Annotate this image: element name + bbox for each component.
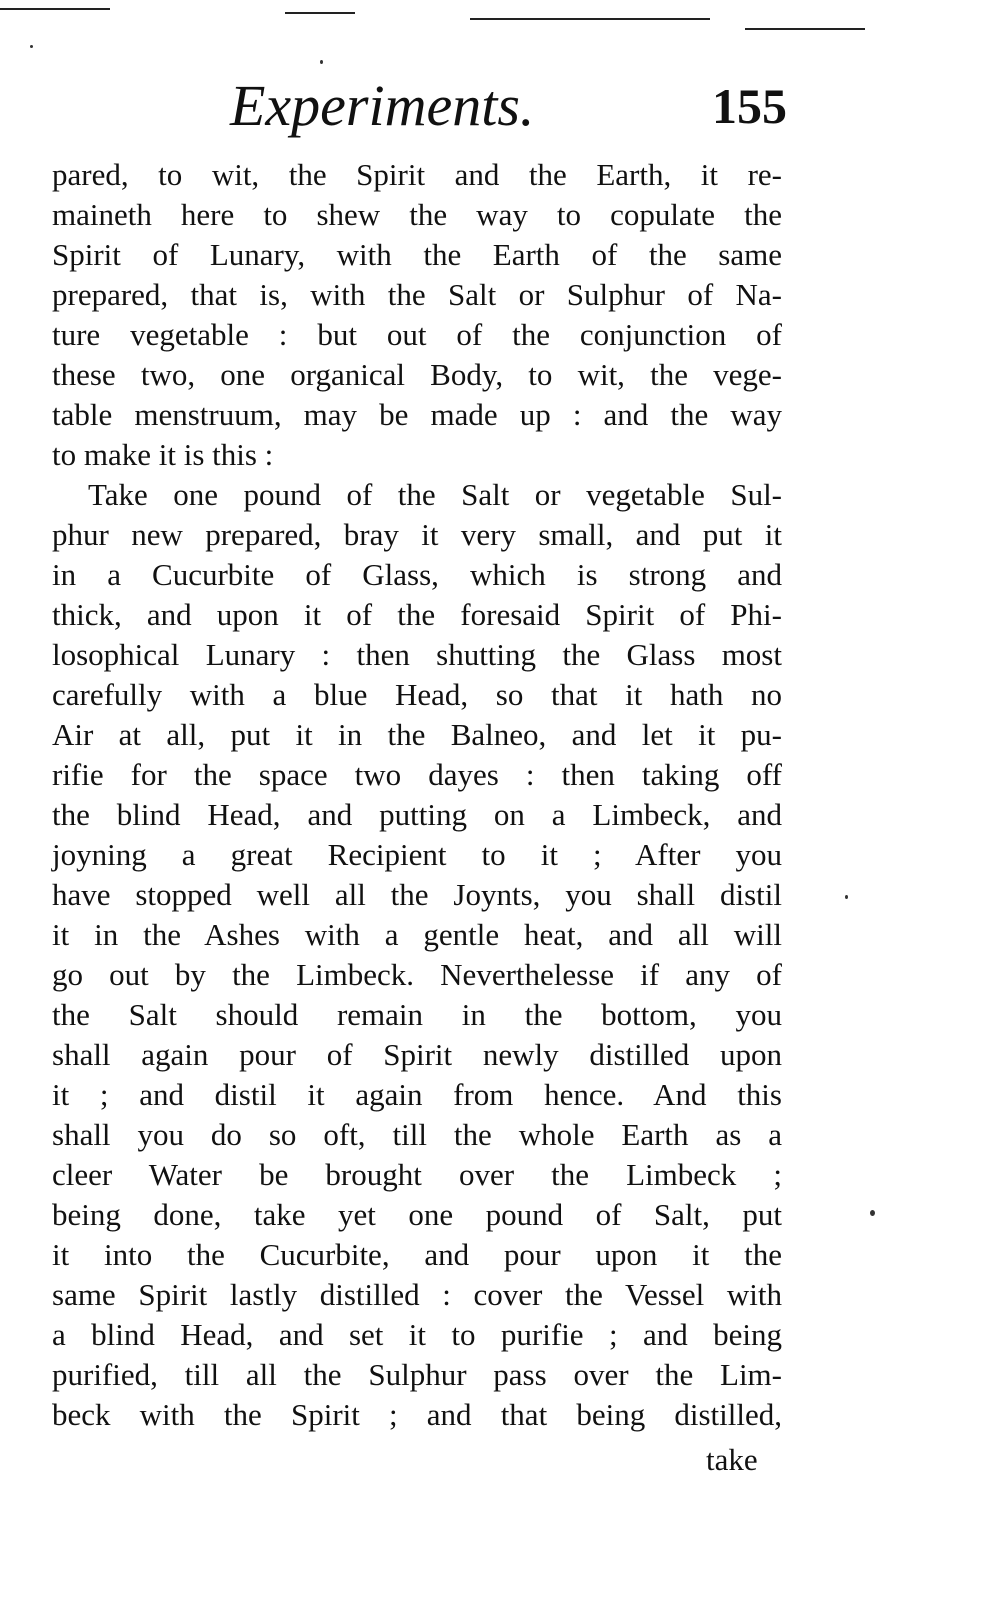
text-line: losophical Lunary : then shutting the Glass most <box>52 637 782 672</box>
text-line: joyning a great Recipient to it ; After you <box>52 837 782 872</box>
margin-speck <box>845 895 848 899</box>
top-rule-left <box>0 8 110 10</box>
text-line: it ; and distil it again from hence. And this <box>52 1077 782 1112</box>
text-line: in a Cucurbite of Glass, which is strong and <box>52 557 782 592</box>
text-line: the Salt should remain in the bottom, you <box>52 997 782 1032</box>
text-line: these two, one organical Body, to wit, the vege- <box>52 357 782 392</box>
margin-speck <box>870 1210 875 1216</box>
body-text <box>52 155 782 1435</box>
text-line: prepared, that is, with the Salt or Sulphur of Na- <box>52 277 782 312</box>
text-line: have stopped well all the Joynts, you shall distil <box>52 877 782 912</box>
text-line: carefully with a blue Head, so that it hath no <box>52 677 782 712</box>
text-line: thick, and upon it of the foresaid Spirit of Phi- <box>52 597 782 632</box>
text-line: Take one pound of the Salt or vegetable Sul- <box>88 477 782 512</box>
top-rule-right <box>470 18 710 20</box>
margin-speck <box>320 60 323 64</box>
text-line: Spirit of Lunary, with the Earth of the same <box>52 237 782 272</box>
text-line: maineth here to shew the way to copulate the <box>52 197 782 232</box>
text-line: Air at all, put it in the Balneo, and let it pu- <box>52 717 782 752</box>
text-line: same Spirit lastly distilled : cover the Vessel with <box>52 1277 782 1312</box>
text-line: shall you do so oft, till the whole Earth as a <box>52 1117 782 1152</box>
text-line: phur new prepared, bray it very small, and put it <box>52 517 782 552</box>
page-number: 155 <box>712 78 787 134</box>
margin-speck <box>30 45 33 48</box>
text-line: rifie for the space two dayes : then taking off <box>52 757 782 792</box>
text-line: table menstruum, may be made up : and the way <box>52 397 782 432</box>
text-line: beck with the Spirit ; and that being distilled, <box>52 1397 782 1432</box>
text-line: it into the Cucurbite, and pour upon it the <box>52 1237 782 1272</box>
page-header <box>0 70 1000 150</box>
text-line: pared, to wit, the Spirit and the Earth, it re- <box>52 157 782 192</box>
text-line: shall again pour of Spirit newly distilled upon <box>52 1037 782 1072</box>
text-line: the blind Head, and putting on a Limbeck, and <box>52 797 782 832</box>
top-rule-middle <box>285 12 355 14</box>
text-line: purified, till all the Sulphur pass over the Lim- <box>52 1357 782 1392</box>
text-line: cleer Water be brought over the Limbeck ; <box>52 1157 782 1192</box>
running-title: Experiments. <box>230 73 535 138</box>
text-line: a blind Head, and set it to purifie ; and being <box>52 1317 782 1352</box>
text-line: being done, take yet one pound of Salt, put <box>52 1197 782 1232</box>
text-line: ture vegetable : but out of the conjunction of <box>52 317 782 352</box>
text-line: it in the Ashes with a gentle heat, and all will <box>52 917 782 952</box>
text-line: to make it is this : <box>52 437 274 472</box>
text-line: go out by the Limbeck. Neverthelesse if any of <box>52 957 782 992</box>
catchword: take <box>706 1442 758 1477</box>
top-rule-far-right <box>745 28 865 30</box>
